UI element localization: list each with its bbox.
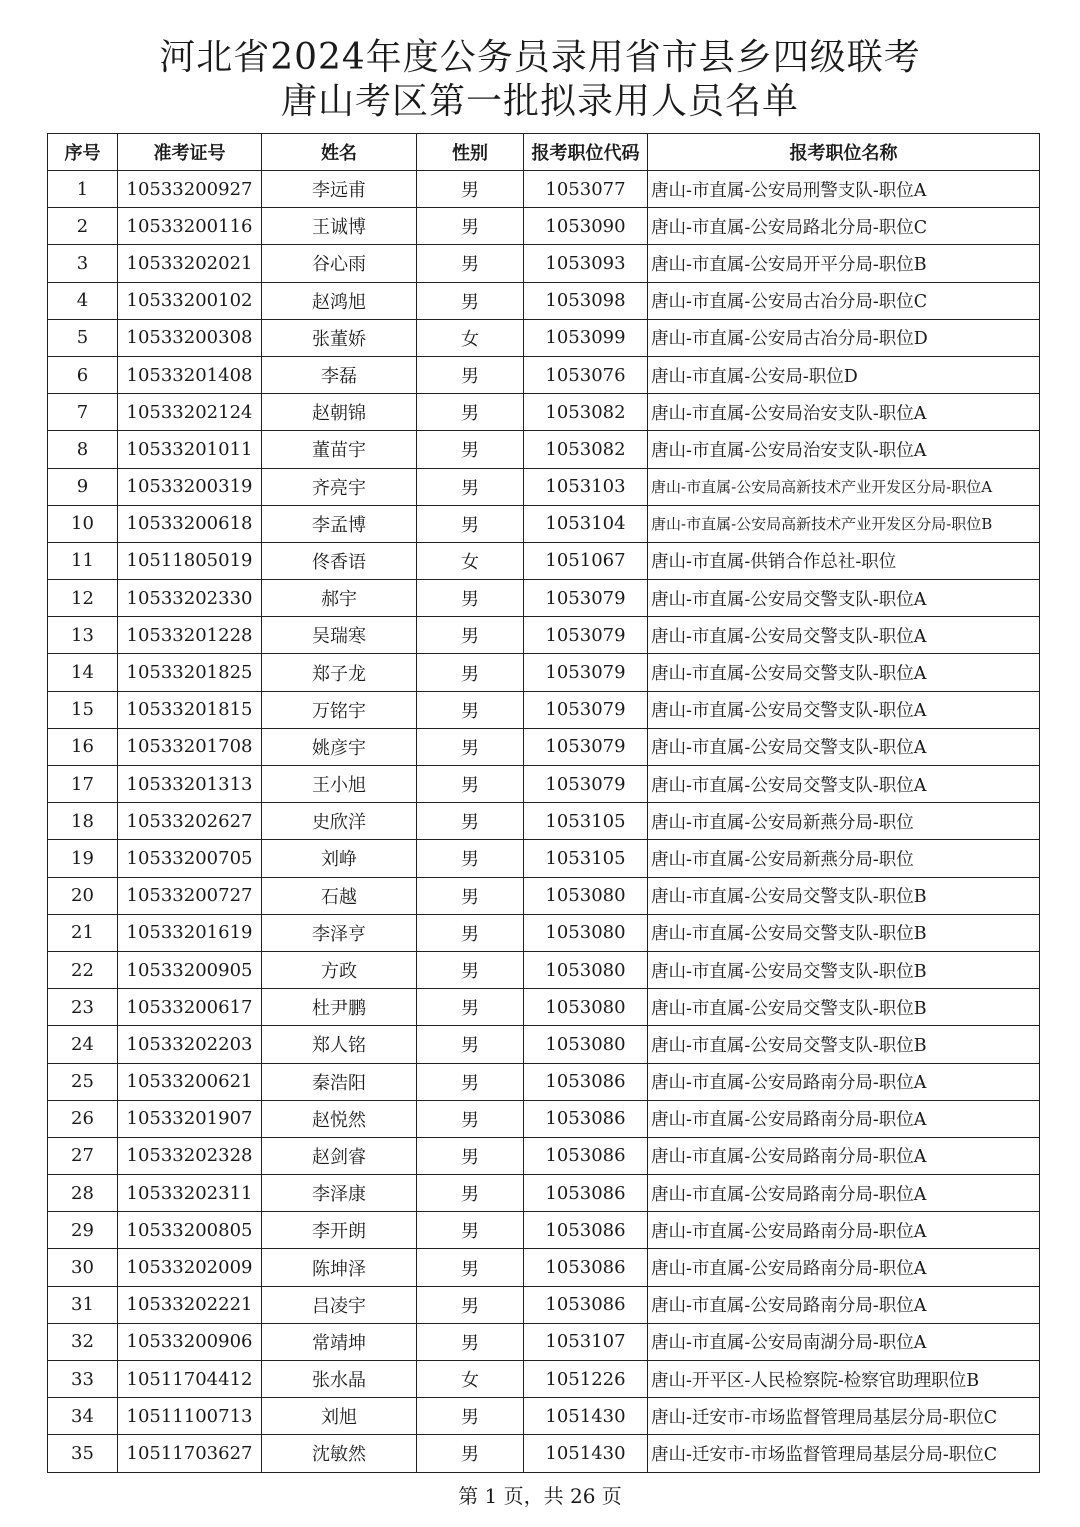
cell-position-code: 1053086 [524, 1286, 648, 1323]
table-row [48, 1361, 1040, 1398]
cell-exam-id: 10511805019 [118, 542, 262, 579]
cell-gender: 男 [417, 877, 524, 914]
cell-gender: 男 [417, 1063, 524, 1100]
cell-position-name: 唐山-市直属-公安局-职位D [648, 356, 1040, 393]
table-row [48, 728, 1040, 765]
cell-gender: 男 [417, 766, 524, 803]
cell-position-code: 1053086 [524, 1063, 648, 1100]
table-row [48, 1249, 1040, 1286]
cell-gender: 男 [417, 394, 524, 431]
cell-position-name: 唐山-市直属-公安局高新技术产业开发区分局-职位A [648, 468, 1040, 505]
cell-gender: 男 [417, 691, 524, 728]
table-row [48, 766, 1040, 803]
cell-name: 陈坤泽 [262, 1249, 417, 1286]
header-position-name: 报考职位名称 [648, 134, 1040, 171]
cell-position-name: 唐山-市直属-公安局新燕分局-职位 [648, 803, 1040, 840]
cell-exam-id: 10533200618 [118, 505, 262, 542]
cell-position-name: 唐山-迁安市-市场监督管理局基层分局-职位C [648, 1435, 1040, 1472]
cell-seq: 22 [48, 951, 118, 988]
cell-name: 万铭宇 [262, 691, 417, 728]
cell-seq: 26 [48, 1100, 118, 1137]
cell-name: 王诚博 [262, 208, 417, 245]
table-row [48, 914, 1040, 951]
cell-exam-id: 10511100713 [118, 1398, 262, 1435]
cell-gender: 男 [417, 654, 524, 691]
cell-position-name: 唐山-市直属-公安局路北分局-职位C [648, 208, 1040, 245]
cell-position-code: 1051226 [524, 1361, 648, 1398]
cell-name: 赵朝锦 [262, 394, 417, 431]
cell-position-name: 唐山-市直属-公安局交警支队-职位B [648, 1026, 1040, 1063]
cell-gender: 男 [417, 1175, 524, 1212]
cell-seq: 18 [48, 803, 118, 840]
cell-name: 石越 [262, 877, 417, 914]
cell-position-name: 唐山-市直属-公安局治安支队-职位A [648, 431, 1040, 468]
cell-position-code: 1053079 [524, 580, 648, 617]
cell-seq: 4 [48, 282, 118, 319]
cell-gender: 男 [417, 1398, 524, 1435]
cell-exam-id: 10511703627 [118, 1435, 262, 1472]
table-row [48, 356, 1040, 393]
cell-gender: 男 [417, 245, 524, 282]
cell-position-name: 唐山-市直属-公安局刑警支队-职位A [648, 171, 1040, 208]
cell-exam-id: 10533202203 [118, 1026, 262, 1063]
cell-position-code: 1053098 [524, 282, 648, 319]
cell-exam-id: 10533200308 [118, 319, 262, 356]
table-row [48, 877, 1040, 914]
table-row [48, 431, 1040, 468]
cell-gender: 男 [417, 468, 524, 505]
cell-gender: 男 [417, 1137, 524, 1174]
table-row [48, 1100, 1040, 1137]
cell-position-code: 1053080 [524, 951, 648, 988]
cell-name: 常靖坤 [262, 1323, 417, 1360]
cell-position-name: 唐山-市直属-公安局路南分局-职位A [648, 1286, 1040, 1323]
cell-position-code: 1053086 [524, 1249, 648, 1286]
cell-position-name: 唐山-市直属-公安局开平分局-职位B [648, 245, 1040, 282]
cell-position-code: 1053080 [524, 1026, 648, 1063]
cell-exam-id: 10533202330 [118, 580, 262, 617]
cell-seq: 14 [48, 654, 118, 691]
cell-name: 王小旭 [262, 766, 417, 803]
cell-position-name: 唐山-市直属-公安局交警支队-职位A [648, 728, 1040, 765]
cell-position-name: 唐山-市直属-公安局新燕分局-职位 [648, 840, 1040, 877]
cell-exam-id: 10533202021 [118, 245, 262, 282]
cell-position-code: 1051430 [524, 1435, 648, 1472]
table-row [48, 580, 1040, 617]
table-row [48, 1212, 1040, 1249]
cell-seq: 24 [48, 1026, 118, 1063]
cell-seq: 15 [48, 691, 118, 728]
cell-gender: 男 [417, 617, 524, 654]
table-row [48, 617, 1040, 654]
cell-seq: 1 [48, 171, 118, 208]
cell-name: 刘旭 [262, 1398, 417, 1435]
cell-name: 齐亮宇 [262, 468, 417, 505]
cell-exam-id: 10533200621 [118, 1063, 262, 1100]
cell-seq: 8 [48, 431, 118, 468]
cell-position-name: 唐山-迁安市-市场监督管理局基层分局-职位C [648, 1398, 1040, 1435]
cell-exam-id: 10533201815 [118, 691, 262, 728]
cell-name: 赵鸿旭 [262, 282, 417, 319]
cell-seq: 33 [48, 1361, 118, 1398]
cell-seq: 25 [48, 1063, 118, 1100]
cell-name: 郑人铭 [262, 1026, 417, 1063]
cell-gender: 女 [417, 319, 524, 356]
cell-exam-id: 10533200906 [118, 1323, 262, 1360]
cell-position-name: 唐山-市直属-公安局治安支队-职位A [648, 394, 1040, 431]
cell-position-code: 1053079 [524, 728, 648, 765]
cell-name: 李远甫 [262, 171, 417, 208]
cell-seq: 11 [48, 542, 118, 579]
cell-seq: 5 [48, 319, 118, 356]
cell-exam-id: 10533201619 [118, 914, 262, 951]
cell-seq: 3 [48, 245, 118, 282]
cell-seq: 27 [48, 1137, 118, 1174]
cell-position-code: 1053107 [524, 1323, 648, 1360]
cell-gender: 男 [417, 431, 524, 468]
cell-exam-id: 10533202221 [118, 1286, 262, 1323]
table-row [48, 542, 1040, 579]
cell-name: 郑子龙 [262, 654, 417, 691]
cell-gender: 男 [417, 989, 524, 1026]
cell-position-code: 1053086 [524, 1212, 648, 1249]
cell-exam-id: 10533200319 [118, 468, 262, 505]
page-title: 河北省2024年度公务员录用省市县乡四级联考 [159, 37, 921, 78]
cell-position-name: 唐山-市直属-公安局交警支队-职位A [648, 617, 1040, 654]
cell-exam-id: 10533202311 [118, 1175, 262, 1212]
header-seq: 序号 [48, 134, 118, 171]
cell-position-name: 唐山-开平区-人民检察院-检察官助理职位B [648, 1361, 1040, 1398]
table-row [48, 1435, 1040, 1472]
table-body [48, 171, 1040, 1473]
cell-position-name: 唐山-市直属-公安局交警支队-职位A [648, 766, 1040, 803]
table-row [48, 1063, 1040, 1100]
table-row [48, 951, 1040, 988]
cell-exam-id: 10533200705 [118, 840, 262, 877]
table-row [48, 1398, 1040, 1435]
cell-exam-id: 10533202627 [118, 803, 262, 840]
cell-seq: 28 [48, 1175, 118, 1212]
cell-position-name: 唐山-市直属-公安局路南分局-职位A [648, 1249, 1040, 1286]
cell-seq: 29 [48, 1212, 118, 1249]
cell-exam-id: 10533201313 [118, 766, 262, 803]
cell-gender: 男 [417, 356, 524, 393]
cell-position-code: 1053103 [524, 468, 648, 505]
page-subtitle: 唐山考区第一批拟录用人员名单 [280, 81, 799, 122]
cell-name: 李磊 [262, 356, 417, 393]
cell-position-code: 1053093 [524, 245, 648, 282]
table-row [48, 1137, 1040, 1174]
cell-exam-id: 10533200805 [118, 1212, 262, 1249]
header-position-code: 报考职位代码 [524, 134, 648, 171]
cell-name: 姚彦宇 [262, 728, 417, 765]
cell-position-name: 唐山-市直属-公安局南湖分局-职位A [648, 1323, 1040, 1360]
cell-seq: 13 [48, 617, 118, 654]
cell-position-name: 唐山-市直属-公安局路南分局-职位A [648, 1063, 1040, 1100]
cell-seq: 21 [48, 914, 118, 951]
cell-name: 沈敏然 [262, 1435, 417, 1472]
cell-position-name: 唐山-市直属-公安局路南分局-职位A [648, 1175, 1040, 1212]
cell-position-code: 1053086 [524, 1100, 648, 1137]
cell-gender: 男 [417, 1212, 524, 1249]
cell-position-name: 唐山-市直属-公安局交警支队-职位A [648, 580, 1040, 617]
cell-seq: 35 [48, 1435, 118, 1472]
cell-gender: 男 [417, 1323, 524, 1360]
cell-name: 董苗宇 [262, 431, 417, 468]
cell-exam-id: 10533200727 [118, 877, 262, 914]
cell-name: 吴瑞寒 [262, 617, 417, 654]
table-row [48, 1026, 1040, 1063]
cell-exam-id: 10533201708 [118, 728, 262, 765]
cell-gender: 男 [417, 840, 524, 877]
cell-position-code: 1053080 [524, 914, 648, 951]
cell-name: 谷心雨 [262, 245, 417, 282]
cell-seq: 23 [48, 989, 118, 1026]
cell-name: 李开朗 [262, 1212, 417, 1249]
cell-position-name: 唐山-市直属-公安局路南分局-职位A [648, 1137, 1040, 1174]
cell-gender: 男 [417, 1026, 524, 1063]
table-row [48, 654, 1040, 691]
table-row [48, 803, 1040, 840]
cell-exam-id: 10533201907 [118, 1100, 262, 1137]
cell-name: 赵悦然 [262, 1100, 417, 1137]
cell-gender: 男 [417, 282, 524, 319]
cell-gender: 女 [417, 1361, 524, 1398]
header-name: 姓名 [262, 134, 417, 171]
cell-gender: 男 [417, 1100, 524, 1137]
cell-position-code: 1053080 [524, 877, 648, 914]
cell-position-code: 1053079 [524, 691, 648, 728]
cell-position-name: 唐山-市直属-供销合作总社-职位 [648, 542, 1040, 579]
cell-seq: 7 [48, 394, 118, 431]
cell-position-code: 1053082 [524, 394, 648, 431]
table-header-row [48, 134, 1040, 171]
cell-position-code: 1053079 [524, 766, 648, 803]
cell-gender: 男 [417, 1249, 524, 1286]
cell-seq: 34 [48, 1398, 118, 1435]
cell-position-code: 1053086 [524, 1175, 648, 1212]
cell-name: 李泽亨 [262, 914, 417, 951]
cell-name: 杜尹鹏 [262, 989, 417, 1026]
cell-position-code: 1053076 [524, 356, 648, 393]
cell-exam-id: 10533200927 [118, 171, 262, 208]
table-row [48, 505, 1040, 542]
cell-position-name: 唐山-市直属-公安局交警支队-职位B [648, 989, 1040, 1026]
cell-position-code: 1053079 [524, 654, 648, 691]
cell-gender: 女 [417, 542, 524, 579]
cell-position-code: 1053080 [524, 989, 648, 1026]
table-row [48, 468, 1040, 505]
cell-exam-id: 10533200102 [118, 282, 262, 319]
cell-seq: 31 [48, 1286, 118, 1323]
cell-position-code: 1051430 [524, 1398, 648, 1435]
cell-position-code: 1053086 [524, 1137, 648, 1174]
cell-seq: 2 [48, 208, 118, 245]
cell-position-code: 1053099 [524, 319, 648, 356]
cell-position-name: 唐山-市直属-公安局交警支队-职位B [648, 877, 1040, 914]
table-row [48, 319, 1040, 356]
cell-position-code: 1053079 [524, 617, 648, 654]
cell-position-code: 1053105 [524, 840, 648, 877]
cell-position-code: 1053105 [524, 803, 648, 840]
cell-name: 张董娇 [262, 319, 417, 356]
table-row [48, 245, 1040, 282]
cell-gender: 男 [417, 505, 524, 542]
cell-position-name: 唐山-市直属-公安局交警支队-职位B [648, 951, 1040, 988]
cell-position-name: 唐山-市直属-公安局交警支队-职位B [648, 914, 1040, 951]
cell-name: 佟香语 [262, 542, 417, 579]
table-row [48, 171, 1040, 208]
cell-name: 郝宇 [262, 580, 417, 617]
cell-name: 李孟博 [262, 505, 417, 542]
cell-gender: 男 [417, 580, 524, 617]
table-row [48, 1175, 1040, 1212]
cell-gender: 男 [417, 1286, 524, 1323]
cell-exam-id: 10533202124 [118, 394, 262, 431]
cell-position-code: 1053104 [524, 505, 648, 542]
cell-name: 赵剑睿 [262, 1137, 417, 1174]
cell-position-name: 唐山-市直属-公安局高新技术产业开发区分局-职位B [648, 505, 1040, 542]
cell-seq: 12 [48, 580, 118, 617]
cell-name: 吕凌宇 [262, 1286, 417, 1323]
cell-name: 张水晶 [262, 1361, 417, 1398]
cell-position-code: 1053082 [524, 431, 648, 468]
cell-seq: 19 [48, 840, 118, 877]
cell-position-name: 唐山-市直属-公安局交警支队-职位A [648, 654, 1040, 691]
cell-seq: 32 [48, 1323, 118, 1360]
table-row [48, 282, 1040, 319]
cell-position-code: 1053077 [524, 171, 648, 208]
cell-exam-id: 10533202009 [118, 1249, 262, 1286]
header-exam-id: 准考证号 [118, 134, 262, 171]
cell-position-name: 唐山-市直属-公安局路南分局-职位A [648, 1100, 1040, 1137]
cell-exam-id: 10533200905 [118, 951, 262, 988]
cell-name: 秦浩阳 [262, 1063, 417, 1100]
cell-name: 史欣洋 [262, 803, 417, 840]
table-row [48, 1286, 1040, 1323]
cell-seq: 16 [48, 728, 118, 765]
cell-exam-id: 10533201825 [118, 654, 262, 691]
cell-exam-id: 10533202328 [118, 1137, 262, 1174]
cell-position-code: 1053090 [524, 208, 648, 245]
table-row [48, 208, 1040, 245]
cell-seq: 30 [48, 1249, 118, 1286]
cell-gender: 男 [417, 1435, 524, 1472]
cell-gender: 男 [417, 171, 524, 208]
cell-seq: 10 [48, 505, 118, 542]
cell-exam-id: 10533201408 [118, 356, 262, 393]
cell-exam-id: 10511704412 [118, 1361, 262, 1398]
cell-position-code: 1051067 [524, 542, 648, 579]
cell-name: 刘峥 [262, 840, 417, 877]
cell-exam-id: 10533200116 [118, 208, 262, 245]
table-row [48, 394, 1040, 431]
cell-gender: 男 [417, 803, 524, 840]
cell-gender: 男 [417, 728, 524, 765]
cell-exam-id: 10533201011 [118, 431, 262, 468]
table-row [48, 691, 1040, 728]
cell-name: 方政 [262, 951, 417, 988]
cell-position-name: 唐山-市直属-公安局古冶分局-职位D [648, 319, 1040, 356]
header-gender: 性别 [417, 134, 524, 171]
cell-exam-id: 10533201228 [118, 617, 262, 654]
cell-name: 李泽康 [262, 1175, 417, 1212]
cell-seq: 20 [48, 877, 118, 914]
cell-seq: 17 [48, 766, 118, 803]
table-row [48, 840, 1040, 877]
candidate-table [47, 133, 1040, 1473]
page-footer: 第 1 页，共 26 页 [458, 1484, 622, 1508]
table-row [48, 989, 1040, 1026]
cell-exam-id: 10533200617 [118, 989, 262, 1026]
cell-seq: 9 [48, 468, 118, 505]
cell-gender: 男 [417, 208, 524, 245]
cell-position-name: 唐山-市直属-公安局交警支队-职位A [648, 691, 1040, 728]
cell-gender: 男 [417, 951, 524, 988]
cell-position-name: 唐山-市直属-公安局路南分局-职位A [648, 1212, 1040, 1249]
cell-seq: 6 [48, 356, 118, 393]
table-row [48, 1323, 1040, 1360]
cell-gender: 男 [417, 914, 524, 951]
cell-position-name: 唐山-市直属-公安局古冶分局-职位C [648, 282, 1040, 319]
